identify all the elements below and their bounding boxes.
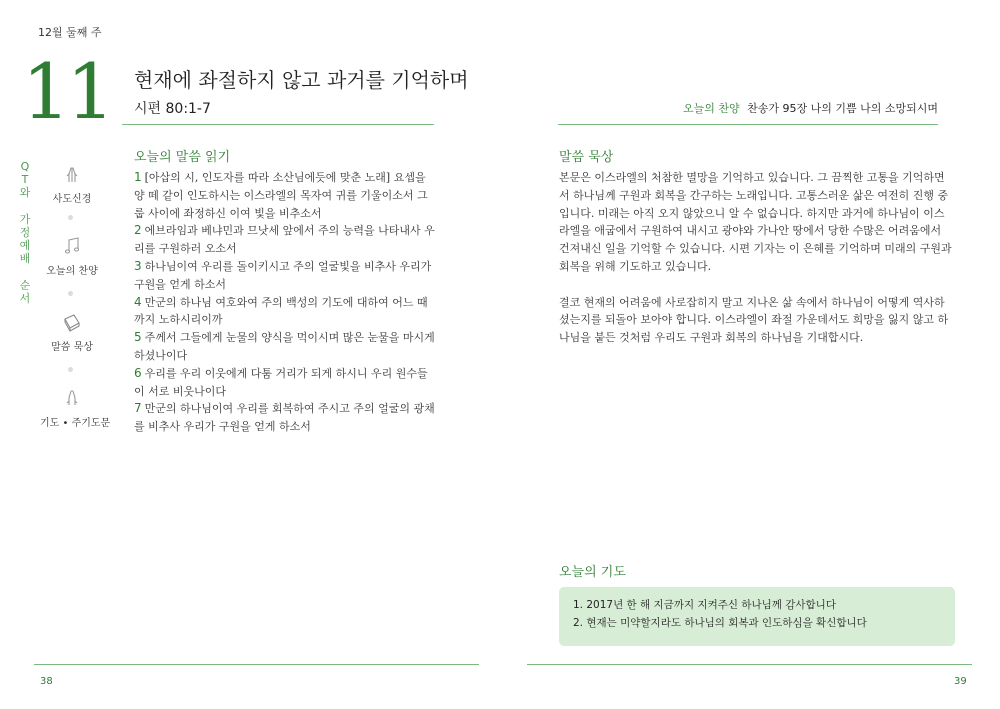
nav-label: 사도신경 [52, 194, 92, 205]
meditation-section-title: 말씀 묵상 [559, 150, 614, 165]
verse-text: [아삽의 시, 인도자를 따라 소산님에듯에 맞춘 노래] 요셉을 양 떼 같이 인도하시는 이스라엘의 목자여 귀를 기울이소서 그룹 사이에 좌정하신 이여 빛을 비추소서 [134, 171, 428, 220]
verse-number: 6 [134, 365, 142, 380]
verse-number: 5 [134, 330, 142, 345]
footer-divider-left [34, 664, 479, 665]
nav-divider-dot [68, 367, 73, 372]
verse [134, 224, 435, 255]
nav-label: 기도 • 주기도문 [40, 418, 111, 429]
prayer-item: 2. 현재는 미약할지라도 하나님의 회복과 인도하심을 확신합니다 [573, 617, 867, 629]
week-label: 12월 둘째 주 [38, 26, 102, 39]
page-title: 현재에 좌절하지 않고 과거를 기억하며 [134, 68, 469, 92]
verse-text: 만군의 하나님 여호와여 주의 백성의 기도에 대하여 어느 때까지 노하시리이까 [134, 295, 428, 327]
bible-icon [62, 312, 82, 332]
hymn-text: 찬송가 95장 나의 기쁨 나의 소망되시며 [747, 102, 938, 115]
hymn-label: 오늘의 찬양 [682, 102, 740, 115]
music-note-icon [62, 236, 82, 256]
nav-item-prayer[interactable] [40, 388, 111, 429]
nav-item-hymn[interactable] [40, 236, 104, 277]
verse-text: 만군의 하나님이여 우리를 회복하여 주시고 주의 얼굴의 광채를 비추사 우리가 구원을 얻게 하소서 [134, 402, 435, 434]
verse [134, 331, 435, 362]
verse-number: 1 [134, 170, 142, 184]
nav-item-meditation[interactable] [40, 312, 104, 353]
verse-text: 하나님이여 우리를 돌이키시고 주의 얼굴빛을 비추사 우리가 구원을 얻게 하소서 [134, 259, 432, 291]
verse [134, 296, 428, 327]
verse-text: 우리를 우리 이웃에게 다툼 거리가 되게 하시니 우리 원수들이 서로 비웃나이다 [134, 366, 428, 398]
scripture-text [134, 169, 436, 436]
nav-item-creed[interactable] [40, 164, 104, 205]
prayer-section-title: 오늘의 기도 [559, 565, 626, 580]
verse-number: 3 [134, 258, 142, 273]
meditation-text [559, 169, 954, 365]
nav-label: 말씀 묵상 [51, 342, 93, 353]
page-number-left: 38 [40, 676, 53, 687]
vertical-order-label [18, 160, 32, 305]
verse [134, 402, 435, 433]
meditation-paragraph: 결코 현재의 어려움에 사로잡히지 말고 지나온 삶 속에서 하나님이 어떻게 역사하셨는지를 되돌아 보아야 합니다. 이스라엘이 좌절 가운데서도 희망을 잃지 않고 하나님을 붙든 것처럼 우리도 구원과 회복의 하나님을 기대합시다. [559, 295, 949, 345]
verse-text: 에브라임과 베냐민과 므낫세 앞에서 주의 능력을 나타내사 우리를 구원하러 오소서 [134, 224, 435, 256]
footer-divider-right [527, 664, 972, 665]
verse-number: 2 [134, 223, 142, 238]
prayer-box [559, 587, 955, 646]
verse [134, 367, 428, 398]
scripture-reference: 시편 80:1-7 [134, 101, 211, 117]
vertical-label-part: 가정예배 [19, 213, 31, 265]
praying-hands-icon [62, 388, 82, 408]
prayer-item: 1. 2017년 한 해 지금까지 지켜주신 하나님께 감사합니다 [573, 599, 836, 611]
hymn-line [683, 100, 938, 116]
hands-icon [62, 164, 82, 184]
header-divider-left [122, 124, 434, 125]
day-number: 11 [22, 47, 111, 136]
vertical-label-part: QT와 [19, 160, 31, 199]
reading-section-title: 오늘의 말씀 읽기 [134, 150, 231, 165]
page-number-right: 39 [954, 676, 967, 687]
verse [134, 171, 428, 220]
header-divider-right [558, 124, 938, 125]
verse [134, 260, 431, 291]
nav-divider-dot [68, 215, 73, 220]
verse-text: 주께서 그들에게 눈물의 양식을 먹이시며 많은 눈물을 마시게 하셨나이다 [134, 331, 435, 362]
verse-number: 7 [134, 401, 142, 416]
nav-label: 오늘의 찬양 [46, 266, 98, 277]
verse-number: 4 [134, 294, 142, 309]
vertical-label-part: 순서 [19, 279, 31, 305]
meditation-paragraph: 본문은 이스라엘의 처참한 멸망을 기억하고 있습니다. 그 끔찍한 고통을 기억하면서 하나님께 구원과 회복을 간구하는 노래입니다. 고통스러운 삶은 여전히 진행 중입니다. 미래는 아직 오지 않았으니 알 수 없습니다. 하지만 과거에 하나님이 이스라엘을 애굽에서 구원하여 내시고 광야와 가나안 땅에서 당한 수많은 어려움에서 건져내신 일을 기억할 수 있습니다. 시편 기자는 이 은혜를 기억하며 미래의 구원과 회복을 위해 기도하고 있습니다. [559, 171, 952, 273]
nav-divider-dot [68, 291, 73, 296]
